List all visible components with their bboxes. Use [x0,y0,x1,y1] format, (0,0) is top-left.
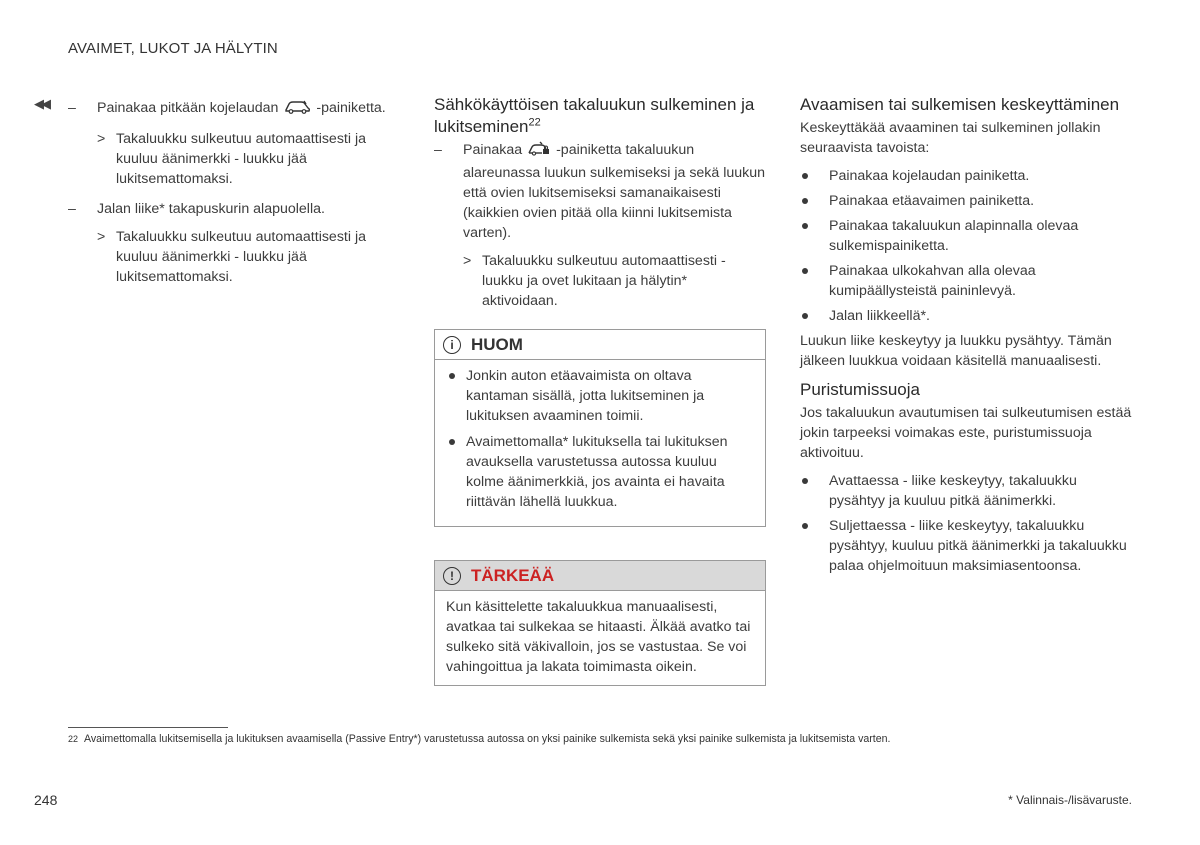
car-tailgate-icon [282,99,312,121]
bullet-text: Avattaessa - liike keskeytyy, takaluukku pysähtyy ja kuuluu pitkä äänimerkki. [829,473,1077,509]
tailgate-lock-icon [526,141,552,163]
dash-mark: – [68,201,76,217]
footnote-divider [68,727,228,728]
step-text: Painakaa pitkään kojelaudan [97,100,279,116]
footer-note: * Valinnais-/lisävaruste. [1008,793,1132,807]
step-item [68,98,403,121]
page-number: 248 [34,792,58,808]
bullet-text: Painakaa etäavaimen painiketta. [829,193,1035,209]
intro-text: Keskeyttäkää avaaminen tai sulkeminen jollakin seuraavista tavoista: [800,120,1101,156]
bullet-text: Suljettaessa - liike keskeytyy, takaluukku pysähtyy, kuuluu pitkä äänimerkki ja takaluukku palaa ohjelmoituun maksimiasentoonsa. [829,518,1127,574]
step-text-after: -painiketta takaluukun alareunassa luukun sulkemiseksi ja sekä luukun että ovien lukitsemiseksi samanaikaisesti (kaikkien ovien pitää olla kiinni lukitsemista varten). [463,142,766,241]
result-text: Takaluukku sulkeutuu automaattisesti ja kuuluu äänimerkki - luukku jää lukitsemattomaksi. [116,131,366,187]
section-heading: Avaamisen tai sulkemisen keskeyttäminen [800,95,1120,114]
bullet-dot [802,313,808,319]
note-bullet [446,366,754,426]
page-header: AVAIMET, LUKOT JA HÄLYTIN [68,40,278,57]
bullet-dot [802,173,808,179]
result-item [434,251,766,311]
section-heading [434,94,766,138]
bullet-text: Painakaa kojelaudan painiketta. [829,168,1030,184]
bullet-text: Avaimettomalla* lukituksella tai lukituksen avauksella varustetussa autossa kuuluu kolme äänimerkkiä, jos avainta ei havaita riittävän lähellä luukkua. [466,434,728,510]
double-left-arrow-icon[interactable]: ◀◀ [34,96,48,111]
list-item [800,516,1135,576]
result-item [68,227,403,287]
bullet-dot [802,268,808,274]
bullet-dot [802,223,808,229]
intro-text: Jos takaluukun avautumisen tai sulkeutumisen estää jokin tarpeeksi voimakas este, puristumissuoja aktivoituu. [800,405,1132,461]
list-item [800,306,1135,326]
note-header [435,330,765,360]
info-circle-icon: i [443,336,461,354]
bullet-dot [449,439,455,445]
bullet-text: Painakaa ulkokahvan alla olevaa kumipäällysteistä paininlevyä. [829,263,1036,299]
column-3 [800,94,1135,581]
warning-header [435,561,765,591]
result-text: Takaluukku sulkeutuu automaattisesti - luukku ja ovet lukitaan ja hälytin* aktivoidaan. [482,253,726,309]
list-item [800,471,1135,511]
bullet-dot [802,198,808,204]
warning-circle-icon: ! [443,567,461,585]
result-mark: > [463,253,472,269]
step-text-after: -painiketta. [316,100,386,116]
step-text: Painakaa [463,142,523,158]
bullet-dot [449,373,455,379]
note-box [434,329,766,527]
bullet-dot [802,523,808,529]
footnote-ref[interactable]: 22 [528,116,541,129]
list-item [800,166,1135,186]
result-item [68,129,403,189]
heading-text: Sähkökäyttöisen takaluukun sulkeminen ja lukitseminen [434,95,755,136]
step-item [68,199,403,219]
warning-box [434,560,766,686]
warning-text: Kun käsittelette takaluukkua manuaalisesti, avatkaa tai sulkekaa se hitaasti. Älkää avatko tai sulkeko sitä väkivalloin, jos se vastustaa. Se voi vahingoittua ja lakata toimimasta oikein. [446,599,751,675]
section-heading: Puristumissuoja [800,380,920,399]
result-text: Takaluukku sulkeutuu automaattisesti ja kuuluu äänimerkki - luukku jää lukitsemattomaksi. [116,229,366,285]
step-text: Jalan liike* takapuskurin alapuolella. [97,201,325,217]
bullet-text: Jonkin auton etäavaimista on oltava kantaman sisällä, jotta lukitseminen ja lukituksen avaaminen toimii. [466,368,705,424]
list-item [800,261,1135,301]
footnote [68,733,890,745]
note-body [435,360,765,526]
bullet-text: Jalan liikkeellä*. [829,308,930,324]
paragraph: Luukun liike keskeytyy ja luukku pysähtyy. Tämän jälkeen luukkua voidaan käsitellä manuaalisesti. [800,333,1112,369]
dash-mark: – [68,100,76,116]
note-bullet [446,432,754,512]
note-title: HUOM [471,334,523,354]
list-item [800,191,1135,211]
step-item [434,140,766,243]
bullet-dot [802,478,808,484]
footnote-text: Avaimettomalla lukitsemisella ja lukituksen avaamisella (Passive Entry*) varustetussa autossa on yksi painike sulkemista sekä yksi painike sulkemista ja lukitsemista varten. [84,733,891,745]
result-mark: > [97,131,106,147]
column-1 [68,98,403,295]
list-item [800,216,1135,256]
dash-mark: – [434,142,442,158]
warning-title: TÄRKEÄÄ [471,565,555,585]
bullet-text: Painakaa takaluukun alapinnalla olevaa sulkemispainiketta. [829,218,1079,254]
footnote-number: 22 [68,734,79,744]
column-2 [434,94,766,686]
result-mark: > [97,229,106,245]
warning-body [435,591,765,685]
